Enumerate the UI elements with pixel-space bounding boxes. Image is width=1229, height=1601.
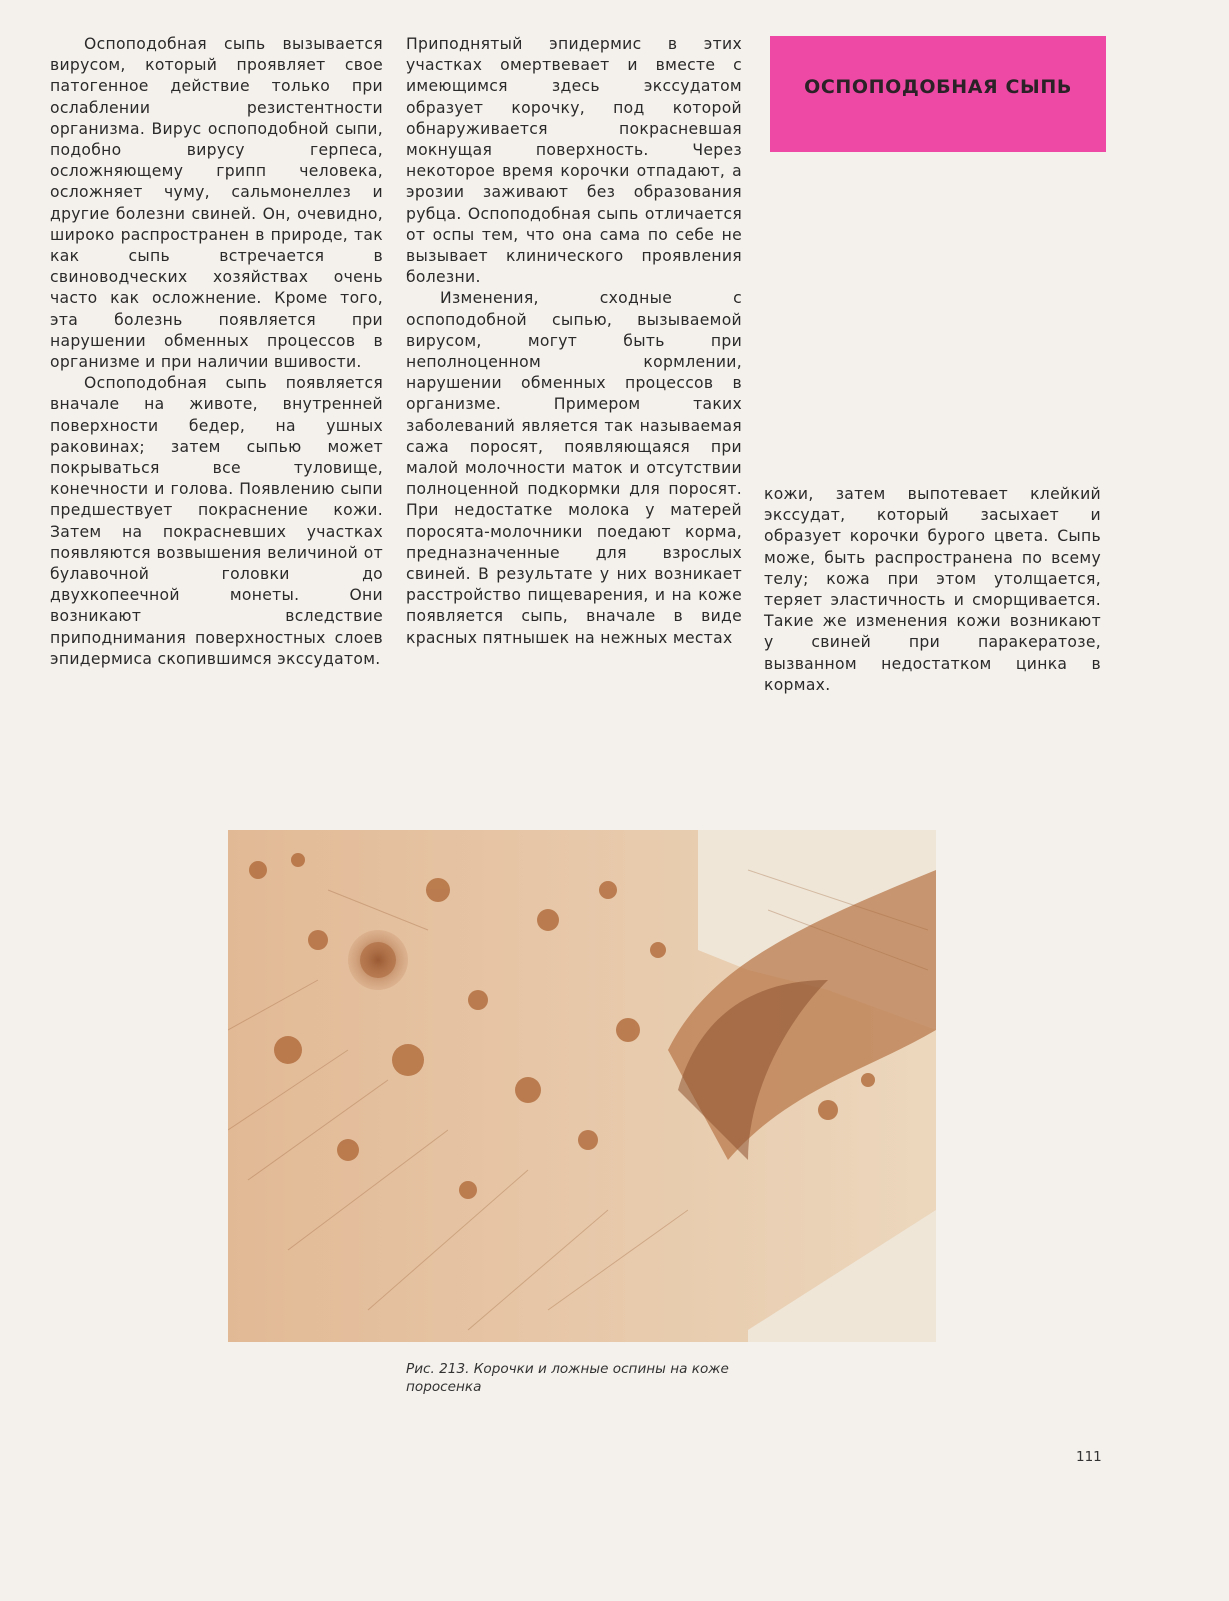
paragraph: Оспоподобная сыпь появляется вначале на животе, внутренней поверхности бедер, на ушных раковинах; затем сыпью может покрываться все туловище, конечности и голова. Появлению сыпи предшествует покраснение кожи. Затем на покрасневших участках появляются возвышения величиной от булавочной головки до двухкопеечной монеты. Они возникают вследствие приподнимания поверхностных слоев эпидермиса скопившимся экссудатом. xyxy=(50,374,383,668)
figure-illustration xyxy=(228,830,936,1342)
paragraph: Изменения, сходные с оспоподобной сыпью, вызываемой вирусом, могут быть при неполноценном кормлении, нарушении обменных процессов в организме. Примером таких заболеваний является так называемая сажа поросят, появляющаяся при малой молочности маток и отсутствии полноценной подкормки для поросят. При недостатке молока у матерей поросята-молочники поедают корма, предназначенные для взрослых свиней. В результате у них возникает расстройство пищеварения, и на коже появляется сыпь, вначале в виде красных пятнышек на нежных местах xyxy=(406,289,742,647)
paragraph: Оспоподобная сыпь вызывается вирусом, который проявляет свое патогенное действие только при ослаблении резистентности организма. Вирус оспоподобной сыпи, подобно вирусу герпеса, осложняющему грипп человека, осложняет чуму, сальмонеллез и другие болезни свиней. Он, очевидно, широко распространен в природе, так как сыпь встречается в свиноводческих хозяйствах очень часто как осложнение. Кроме того, эта болезнь появляется при нарушении обменных процессов в организме и при наличии вшивости. xyxy=(50,35,383,372)
paragraph: Приподнятый эпидермис в этих участках омертвевает и вместе с имеющимся здесь экссудатом образует корочку, под которой обнаруживается покрасневшая мокнущая поверхность. Через некоторое время корочки отпадают, а эрозии заживают без образования рубца. Оспоподобная сыпь отличается от оспы тем, что она сама по себе не вызывает клинического проявления болезни. xyxy=(406,35,742,287)
section-heading-box xyxy=(770,36,1106,152)
figure-caption: Рис. 213. Корочки и ложные оспины на коже поросенка xyxy=(406,1361,729,1395)
page-number: 111 xyxy=(1076,1449,1102,1465)
text-column-2 xyxy=(406,34,742,649)
text-column-3 xyxy=(764,484,1101,696)
paragraph: кожи, затем выпотевает клейкий экссудат, который засыхает и образует корочки бурого цвета. Сыпь може, быть распространена по всему телу; кожа при этом утолщается, теряет эластичность и сморщивается. Такие же изменения кожи возникают у свиней при паракератозе, вызванном недостатком цинка в кормах. xyxy=(764,485,1101,694)
section-heading: ОСПОПОДОБНАЯ СЫПЬ xyxy=(804,76,1072,98)
text-column-1 xyxy=(50,34,383,670)
